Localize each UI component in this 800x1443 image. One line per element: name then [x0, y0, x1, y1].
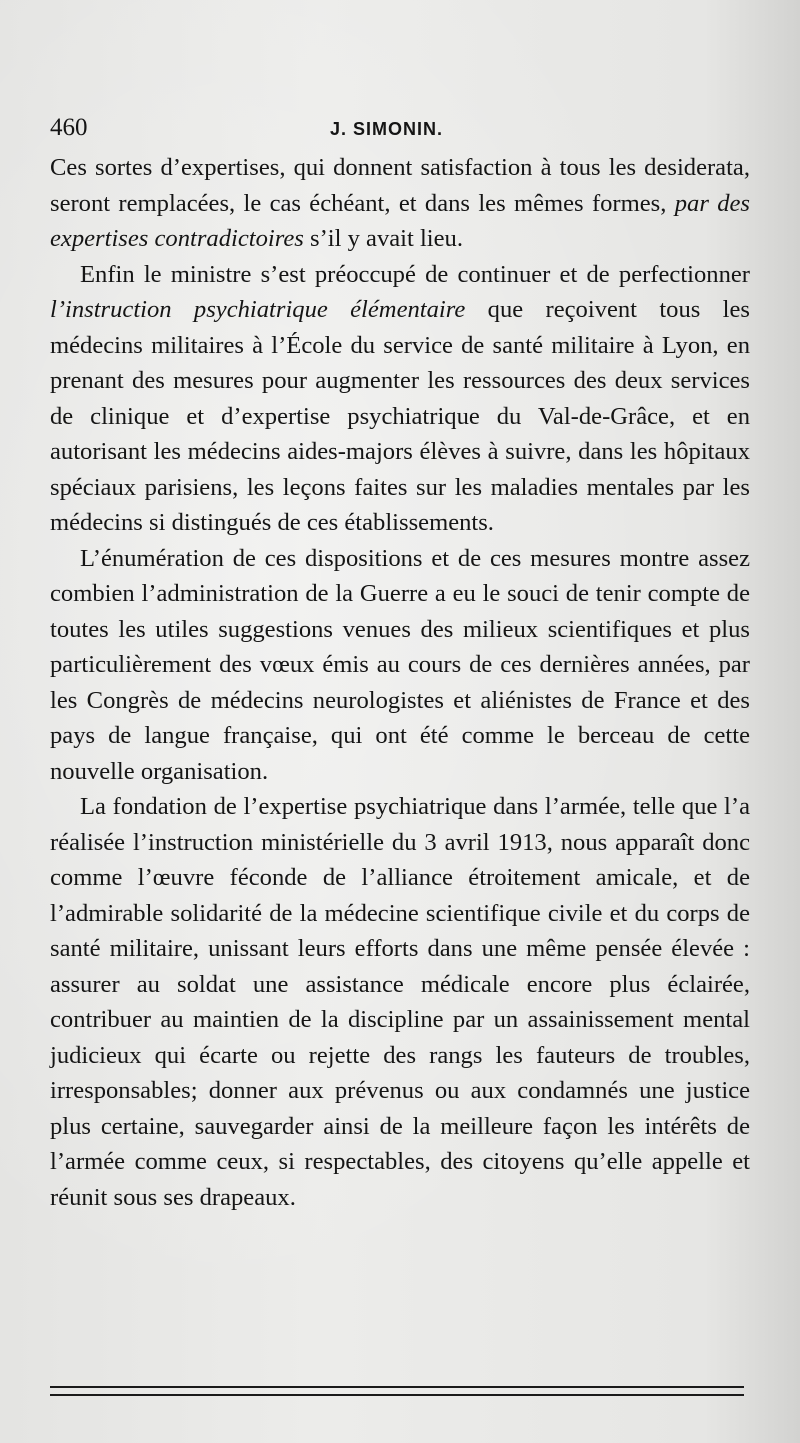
page-number: 460 [50, 114, 88, 141]
paragraph-3 [50, 541, 750, 790]
paragraph-2-italic-phrase: l’instruction psychiatrique élémentaire [50, 296, 466, 323]
paragraph-4-text: La fondation de l’expertise psychiatrique dans l’armée, telle que l’a réalisée l’instruction ministérielle du 3 avril 1913, nous apparaît donc comme l’œuvre féconde de l’alliance étroitement amicale, et de l’admirable solidarité de la médecine scientifique civile et du corps de santé militaire, unissant leurs efforts dans une même pensée élevée : assurer au soldat une assistance médicale encore plus éclairée, contribuer au maintien de la discipline par un assainissement mental judicieux qui écarte ou rejette des rangs les fauteurs de troubles, irresponsables; donner aux prévenus ou aux condamnés une justice plus certaine, sauvegarder ainsi de la meilleure façon les intérêts de l’armée comme ceux, si respectables, des citoyens qu’elle appelle et réunit sous ses drapeaux. [50, 793, 750, 1211]
paragraph-2 [50, 257, 750, 541]
paragraph-3-text: L’énumération de ces dispositions et de ces mesures montre assez combien l’administration de la Guerre a eu le souci de tenir compte de toutes les utiles suggestions venues des milieux scientifiques et plus particulièrement des vœux émis au cours de ces dernières années, par les Congrès de médecins neurologistes et aliénistes de France et des pays de langue française, qui ont été comme le berceau de cette nouvelle organisation. [50, 544, 750, 785]
paragraph-2-text-2: que reçoivent tous les médecins militaires à l’École du service de santé militaire à Lyon, en prenant des mesures pour augmenter les ressources des deux services de clinique et d’expertise psychiatrique du Val-de-Grâce, et en autorisant les médecins aides-majors élèves à suivre, dans les hôpitaux spéciaux parisiens, les leçons faites sur les maladies mentales par les médecins si distingués de ces établissements. [50, 296, 750, 536]
paragraph-2-text-1: Enfin le ministre s’est préoccupé de continuer et de perfectionner [80, 260, 750, 288]
paragraph-1-text-1: Ces sortes d’expertises, qui donnent satisfaction à tous les desiderata, seront remplacées, le cas échéant, et dans les mêmes formes, [50, 154, 750, 217]
paragraph-1-text-2: s’il y avait lieu. [303, 225, 463, 252]
paragraph-1-italic-phrase: par des expertises contradictoires [50, 189, 750, 252]
body-text [50, 150, 750, 1215]
double-rule-divider [50, 1386, 744, 1396]
page-header [50, 112, 750, 144]
paragraph-4 [50, 789, 750, 1215]
running-head: J. SIMONIN. [330, 119, 444, 139]
paragraph-1 [50, 150, 750, 257]
